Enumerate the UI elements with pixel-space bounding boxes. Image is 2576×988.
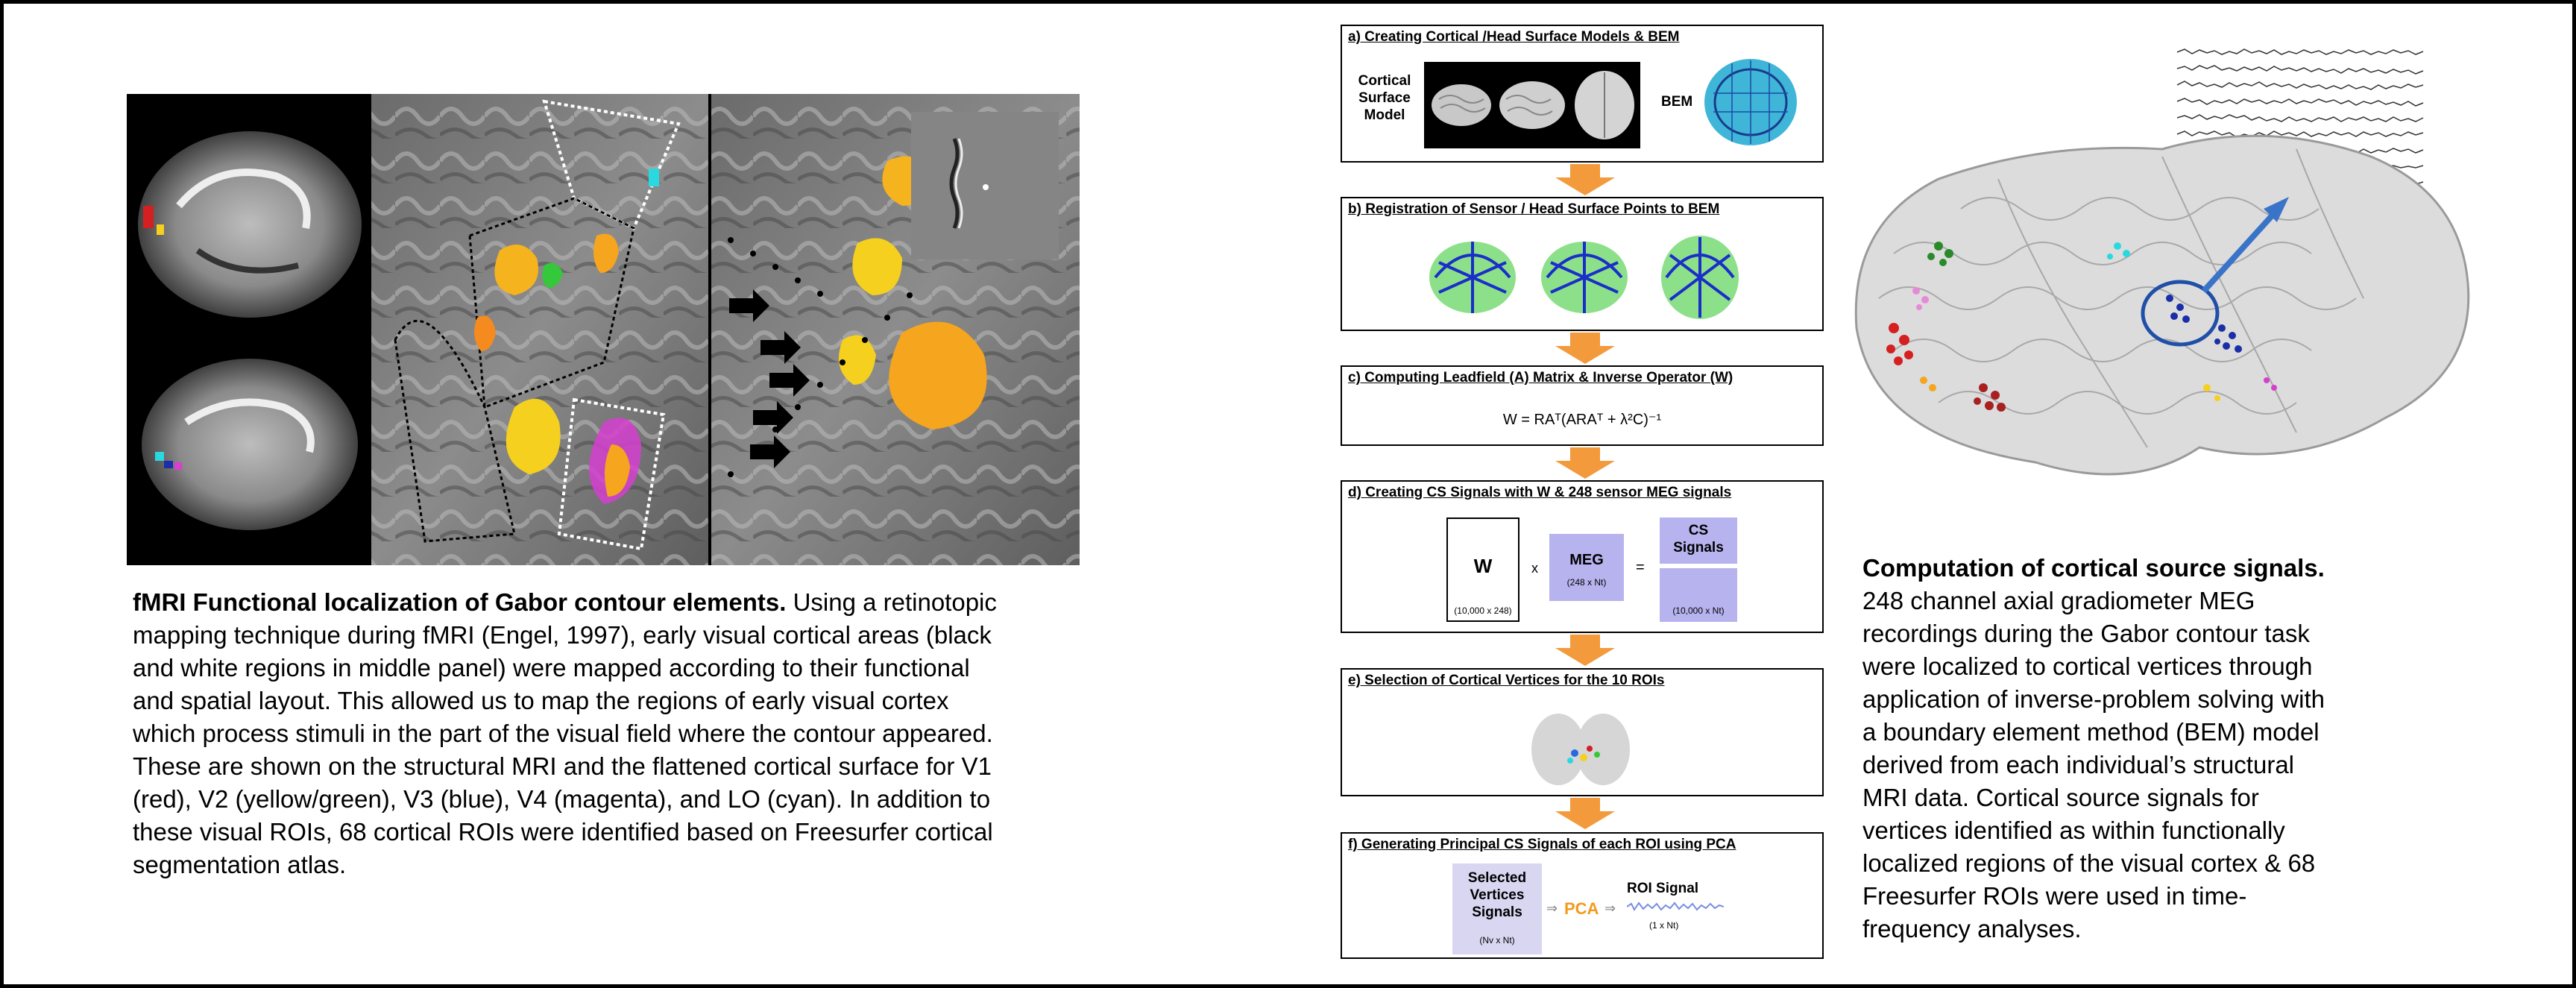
right-caption-line: 248 channel axial gradiometer MEG — [1862, 587, 2255, 614]
right-caption-line: MRI data. Cortical source signals for — [1862, 784, 2259, 811]
right-caption-line: frequency analyses. — [1862, 915, 2082, 943]
right-caption-line: application of inverse-problem solving with — [1862, 685, 2325, 713]
cortical-surface-brain — [1856, 136, 2469, 474]
right-caption-line: localized regions of the visual cortex & 68 — [1862, 849, 2316, 877]
left-caption-line: and white regions in middle panel) were mapped according to their functional — [133, 654, 970, 682]
meg-matrix-box — [1549, 534, 1624, 601]
left-caption-title: fMRI Functional localization of Gabor contour elements. — [133, 588, 787, 616]
vertex-selection-image — [1528, 708, 1633, 790]
equals-sign: = — [1636, 559, 1645, 576]
step-f-title: f) Generating Principal CS Signals of each ROI using PCA — [1348, 837, 1736, 852]
flow-arrow-2 — [1555, 333, 1615, 364]
meg-matrix-label: MEG — [1569, 552, 1604, 568]
sagittal-mri-top — [138, 131, 362, 318]
step-a-title: a) Creating Cortical /Head Surface Models & BEM — [1348, 29, 1680, 45]
flow-arrow-4 — [1555, 635, 1615, 666]
left-caption — [133, 586, 1102, 881]
selected-vertices-dim: (Nv x Nt) — [1479, 935, 1515, 945]
left-caption-line: mapping technique during fMRI (Engel, 1997), early visual cortical areas (black — [133, 621, 992, 649]
w-matrix-label: W — [1473, 555, 1493, 577]
step-c-title: c) Computing Leadfield (A) Matrix & Inverse Operator (W) — [1348, 370, 1733, 386]
right-caption-line: Freesurfer ROIs were used in time- — [1862, 882, 2247, 910]
step-f-box — [1341, 832, 1824, 959]
step-e-box — [1341, 668, 1824, 796]
bem-model-image — [1698, 48, 1803, 153]
flow-arrow-5 — [1555, 798, 1615, 829]
selected-vertices-label: Selected Vertices Signals — [1467, 870, 1527, 920]
cs-signals-bottom-box — [1660, 568, 1737, 622]
right-caption-line: were localized to cortical vertices through — [1862, 652, 2313, 680]
step-d-title: d) Creating CS Signals with W & 248 sensor MEG signals — [1348, 485, 1732, 500]
roi-signal-label: ROI Signal — [1627, 881, 1699, 896]
right-caption-line: recordings during the Gabor contour task — [1862, 620, 2310, 647]
right-caption-line: vertices identified as within functionally — [1862, 816, 2285, 844]
activation-map-right — [711, 94, 1080, 565]
sagittal-mri-bottom — [142, 359, 358, 530]
fmri-image-panel — [127, 94, 1080, 565]
left-caption-line: These are shown on the structural MRI and the flattened cortical surface for V1 — [133, 752, 992, 780]
selected-vertices-box — [1452, 863, 1542, 954]
left-caption-line: segmentation atlas. — [133, 851, 347, 878]
cs-signals-label: CS Signals — [1673, 523, 1724, 556]
multiply-sign: x — [1531, 561, 1538, 576]
left-caption-line: (red), V2 (yellow/green), V3 (blue), V4 (magenta), and LO (cyan). In addition to — [133, 785, 991, 813]
step-a-box — [1341, 25, 1824, 163]
roi-signal-waveform — [1627, 899, 1724, 914]
fmri-image — [127, 94, 1080, 565]
right-caption-line: derived from each individual’s structural — [1862, 751, 2294, 778]
meg-matrix-dim: (248 x Nt) — [1566, 577, 1607, 588]
step-e-title: e) Selection of Cortical Vertices for the 10 ROIs — [1348, 673, 1665, 688]
bem-label: BEM — [1661, 94, 1693, 110]
cortical-surface-model-label: Cortical Surface Model — [1358, 73, 1411, 123]
cs-signals-top-box — [1660, 517, 1737, 564]
right-caption-line: a boundary element method (BEM) model — [1862, 718, 2320, 746]
cs-signals-dim: (10,000 x Nt) — [1672, 605, 1725, 616]
roi-signal-dim: (1 x Nt) — [1649, 920, 1679, 931]
right-caption — [1862, 552, 2534, 945]
flattened-cortex-middle — [371, 94, 708, 565]
flow-arrow-3 — [1555, 447, 1615, 479]
step-c-box — [1341, 365, 1824, 446]
sensor-registration-images — [1424, 233, 1752, 322]
pca-output-arrow: ⇒ — [1605, 901, 1616, 916]
left-caption-line: and spatial layout. This allowed us to map the regions of early visual cortex — [133, 687, 949, 714]
pca-input-arrow: ⇒ — [1546, 901, 1558, 916]
w-matrix-box — [1446, 517, 1520, 622]
flow-arrow-1 — [1555, 164, 1615, 195]
right-caption-title: Computation of cortical source signals. — [1862, 554, 2325, 582]
w-matrix-dim: (10,000 x 248) — [1454, 605, 1512, 616]
cortical-surface-images — [1424, 62, 1640, 148]
left-caption-line: these visual ROIs, 68 cortical ROIs were identified based on Freesurfer cortical — [133, 818, 993, 846]
step-b-title: b) Registration of Sensor / Head Surface Points to BEM — [1348, 201, 1720, 217]
inverse-operator-equation: W = RAᵀ(ARAᵀ + λ²C)⁻¹ — [1502, 412, 1662, 428]
left-caption-line: Using a retinotopic — [793, 588, 997, 616]
step-d-box — [1341, 480, 1824, 633]
cortical-source-figure — [1849, 30, 2505, 507]
pca-label: PCA — [1564, 899, 1599, 918]
step-b-box — [1341, 197, 1824, 331]
left-caption-line: which process stimuli in the part of the visual field where the contour appeared. — [133, 720, 993, 747]
